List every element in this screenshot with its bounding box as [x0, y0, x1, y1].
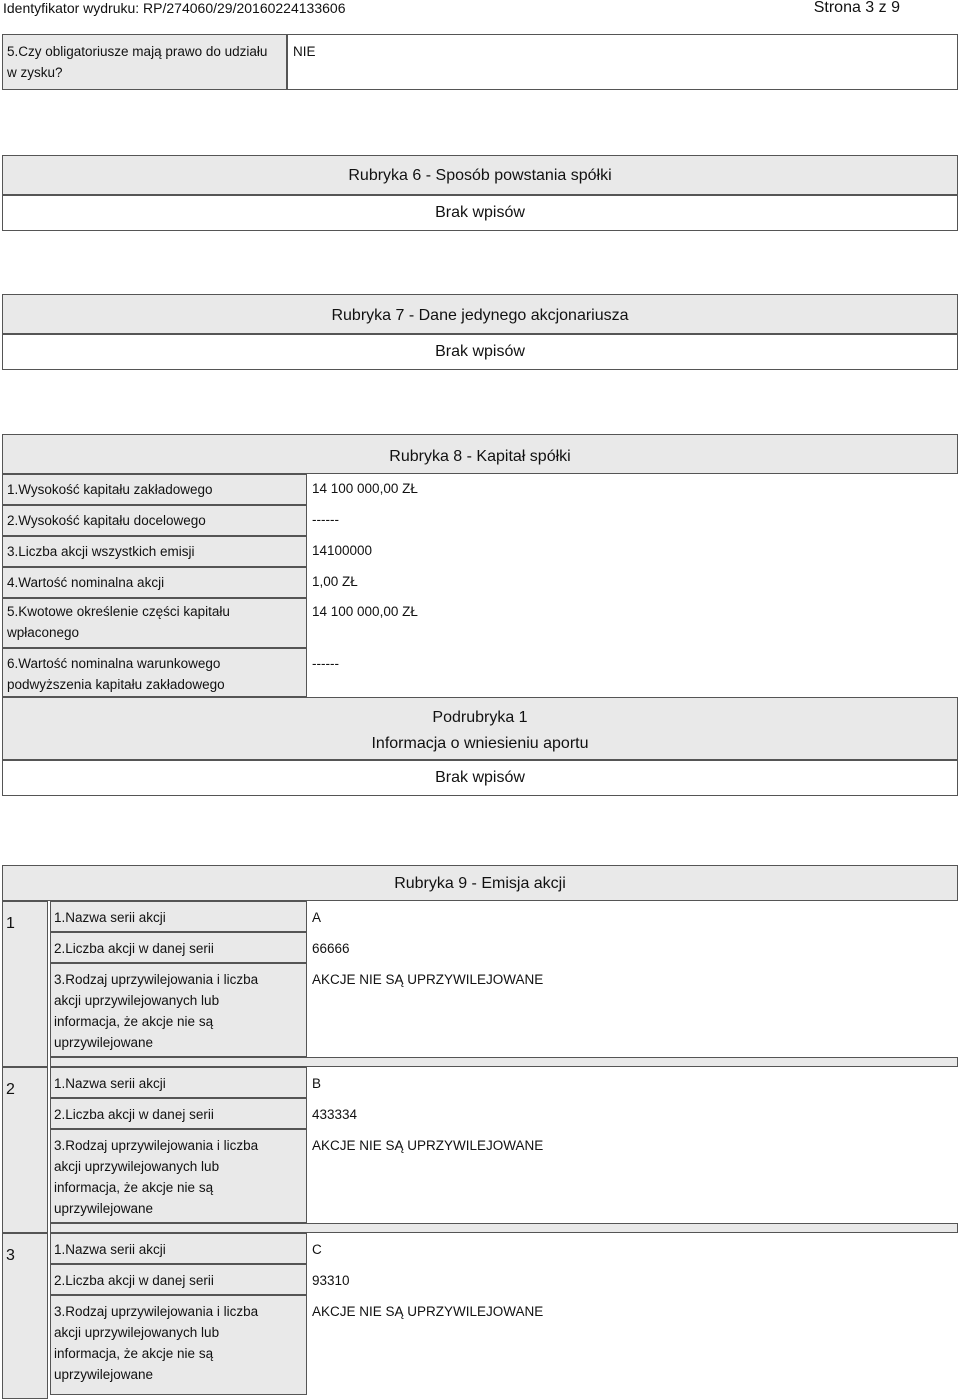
rubryka8-row-6	[2, 648, 307, 697]
rubryka8-row-5-value: 14 100 000,00 ZŁ	[312, 604, 418, 619]
entry-name-value: C	[312, 1242, 322, 1257]
entry-count-label-cell	[50, 932, 307, 963]
entry-pref-label-line2: akcji uprzywilejowanych lub	[54, 993, 220, 1008]
entry-pref-label-line4: uprzywilejowane	[54, 1367, 154, 1382]
rubryka8-row-6-value: ------	[312, 656, 339, 671]
rubryka8-row-1-label: 1.Wysokość kapitału zakładowego	[7, 482, 213, 497]
q5-label-line2: w zysku?	[7, 65, 63, 80]
entry-pref-label-line2: akcji uprzywilejowanych lub	[54, 1325, 220, 1340]
q5-label-line1: 5.Czy obligatoriusze mają prawo do udziału	[7, 44, 268, 59]
rubryka8-row-4	[2, 567, 307, 598]
entry-pref-label-line3: informacja, że akcje nie są	[54, 1180, 214, 1195]
rubryka8-row-5-label-line1: 5.Kwotowe określenie części kapitału	[7, 604, 230, 619]
emission-entry-1	[2, 901, 958, 1067]
rubryka6-empty: Brak wpisów	[435, 204, 525, 221]
entry-pref-label-line3: informacja, że akcje nie są	[54, 1346, 214, 1361]
rubryka8-row-2-value: ------	[312, 512, 339, 527]
rubryka8-row-4-value: 1,00 ZŁ	[312, 574, 358, 589]
emission-entry-3	[2, 1233, 958, 1399]
podrubryka1-header	[2, 697, 958, 760]
podrubryka1-title: Podrubryka 1	[432, 709, 528, 726]
rubryka6-header	[2, 155, 958, 195]
entry-name-label-cell	[50, 1233, 307, 1264]
entry-pref-label-line2: akcji uprzywilejowanych lub	[54, 1159, 220, 1174]
rubryka7-title: Rubryka 7 - Dane jedynego akcjonariusza	[331, 307, 629, 324]
entry-pref-label-line1: 3.Rodzaj uprzywilejowania i liczba	[54, 1138, 259, 1153]
entry-separator	[50, 1057, 958, 1067]
entry-pref-label-cell	[50, 1129, 307, 1223]
entry-name-label-cell	[50, 901, 307, 932]
podrubryka1-empty: Brak wpisów	[435, 769, 525, 786]
rubryka8-row-2	[2, 505, 307, 536]
entry-separator	[50, 1223, 958, 1233]
entry-pref-label-cell	[50, 1295, 307, 1395]
entry-number: 3	[6, 1247, 15, 1264]
rubryka8-title: Rubryka 8 - Kapitał spółki	[389, 448, 571, 465]
rubryka9-header	[2, 865, 958, 901]
rubryka8-row-6-label-line1: 6.Wartość nominalna warunkowego	[7, 656, 221, 671]
entry-pref-label-line1: 3.Rodzaj uprzywilejowania i liczba	[54, 972, 259, 987]
rubryka6-body	[2, 195, 958, 231]
rubryka7-empty: Brak wpisów	[435, 343, 525, 360]
entry-count-value: 433334	[312, 1107, 358, 1122]
entry-pref-value: AKCJE NIE SĄ UPRZYWILEJOWANE	[312, 1138, 544, 1153]
entry-pref-label-line3: informacja, że akcje nie są	[54, 1014, 214, 1029]
entry-name-label: 1.Nazwa serii akcji	[54, 910, 166, 925]
rubryka8-row-1-value: 14 100 000,00 ZŁ	[312, 481, 418, 496]
entry-count-label-cell	[50, 1098, 307, 1129]
entry-name-value: B	[312, 1076, 322, 1091]
entry-pref-value: AKCJE NIE SĄ UPRZYWILEJOWANE	[312, 1304, 544, 1319]
q5-value-cell	[287, 34, 958, 90]
entry-count-value: 93310	[312, 1273, 350, 1288]
entry-count-label: 2.Liczba akcji w danej serii	[54, 1273, 214, 1288]
entry-number-cell	[2, 1233, 48, 1399]
rubryka8-row-5	[2, 598, 307, 648]
entry-pref-value: AKCJE NIE SĄ UPRZYWILEJOWANE	[312, 972, 544, 987]
podrubryka1-body	[2, 760, 958, 796]
entry-pref-label-line4: uprzywilejowane	[54, 1201, 154, 1216]
emission-entry-2	[2, 1067, 958, 1233]
rubryka8-row-3-label: 3.Liczba akcji wszystkich emisji	[7, 544, 195, 559]
entry-name-value: A	[312, 910, 322, 925]
podrubryka1-subtitle: Informacja o wniesieniu aportu	[371, 735, 589, 752]
entry-name-label: 1.Nazwa serii akcji	[54, 1242, 166, 1257]
rubryka9-title: Rubryka 9 - Emisja akcji	[394, 875, 566, 892]
entry-number: 1	[6, 915, 15, 932]
entry-pref-label-line1: 3.Rodzaj uprzywilejowania i liczba	[54, 1304, 259, 1319]
entry-number-cell	[2, 901, 48, 1067]
entry-pref-label-line4: uprzywilejowane	[54, 1035, 154, 1050]
rubryka8-row-6-label-line2: podwyższenia kapitału zakładowego	[7, 677, 225, 692]
entry-count-label-cell	[50, 1264, 307, 1295]
rubryka8-row-3-value: 14100000	[312, 543, 373, 558]
entry-number-cell	[2, 1067, 48, 1233]
rubryka8-row-4-label: 4.Wartość nominalna akcji	[7, 575, 165, 590]
entry-count-value: 66666	[312, 941, 350, 956]
rubryka6-title: Rubryka 6 - Sposób powstania spółki	[348, 167, 612, 184]
entry-name-label-cell	[50, 1067, 307, 1098]
page-number: Strona 3 z 9	[813, 0, 900, 16]
rubryka8-row-5-label-line2: wpłaconego	[7, 625, 80, 640]
rubryka8-row-1	[2, 474, 307, 505]
entry-count-label: 2.Liczba akcji w danej serii	[54, 941, 214, 956]
rubryka8-row-2-label: 2.Wysokość kapitału docelowego	[7, 513, 206, 528]
rubryka7-header	[2, 294, 958, 334]
entry-pref-label-cell	[50, 963, 307, 1057]
print-identifier: Identyfikator wydruku: RP/274060/29/20160224133606	[3, 0, 346, 16]
entry-name-label: 1.Nazwa serii akcji	[54, 1076, 166, 1091]
q5-label-cell	[2, 34, 287, 90]
entry-count-label: 2.Liczba akcji w danej serii	[54, 1107, 214, 1122]
entry-number: 2	[6, 1081, 15, 1098]
rubryka7-body	[2, 334, 958, 370]
rubryka8-row-3	[2, 536, 307, 567]
rubryka8-table	[2, 474, 307, 697]
q5-value: NIE	[293, 44, 316, 59]
